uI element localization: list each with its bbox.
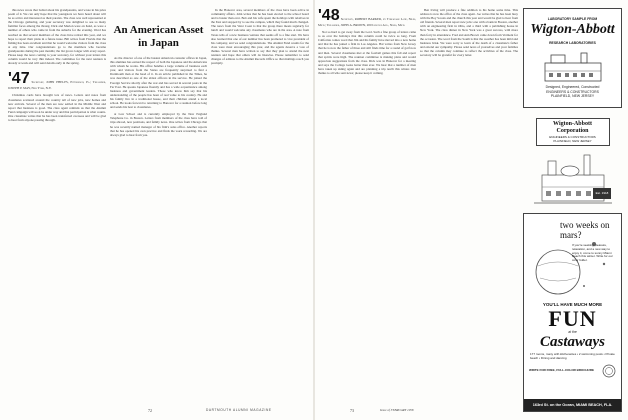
- ad-illustration: [524, 214, 621, 300]
- class-notes-text: Not so hard to get away from the Lord. Such a fine group of letters came to us over the holidays that this column could be twice as long. From California comes word that Jim and his family have moved into a new home and that he has joined a firm in Los Angeles. Hal writes from New Jersey that he is now the father of three and still finds time for a round of golf now and then. Several classmates met at the football games this fall and report that spirits were high. The reunion committee is making plans and would appreciate suggestions from the class. Dick was in Hanover for a meeting and says the College looks better than ever. We hear that a number of men have taken up skiing again and are planning a trip north this winter. Our thanks to all who sent news; please keep it coming.: [318, 30, 416, 76]
- ad-features: 177 rooms, many with kitchenettes • 2 swimming pools • Private beach • Dining and dancing: [530, 351, 615, 360]
- ad-address-bar: 163rd St. on the Ocean, MIAMI BEACH, FLA.: [524, 399, 621, 411]
- page-gutter: [313, 0, 315, 420]
- castaways-ad: [523, 213, 622, 412]
- laboratory-building-icon: [543, 49, 603, 83]
- ad-at-the: at the: [568, 329, 577, 334]
- class-notes-text: Ben Irving will produce a fine addition to his home some time. This address is now the office of the class agent. Joe writes that he has been busy with the Boy Scouts and the church this year and would be glad to hear from old friends. Several men report new jobs: one with a bank in Boston, another with an engineering firm in Ohio, and a third with a publishing house in New York. The class dinner in New York was a great success, with more than forty in attendance. Fred and Ann Brown came down from Vermont for the occasion. The word from the South is that the weather has been mild and business brisk. We were sorry to learn of the death of a classmate's father and extend our sympathy. Please send news of yourselves and your families so that the column may continue to reflect the activities of the class. The secretary will be grateful for every letter.: [420, 8, 518, 58]
- left-column-1: [8, 8, 106, 403]
- ad-brand: Castaways: [539, 333, 605, 350]
- left-column-3: [211, 8, 309, 403]
- class-notes-text: In the Hanover area, several members of the class have been active in community affairs. John writes that he has been elected to the school board and is busier than ever. Bob and his wife spent the holidays with relatives in the East and stopped by to see the campus, which they found much changed. The news from the West Coast is that the group there meets regularly for lunch and would welcome any classmates who are in the area. A note from Texas tells of a new business venture that seems off to a fine start. We have also learned that one of our number has been promoted to vice president of his company, and we send congratulations. The Alumni Fund results for the class were most encouraging this year, and the agents deserve a vote of thanks. Several men have written to say that they plan to attend the next reunion and hope that others will do likewise. Please remember to send changes of address to the Alumni Records Office so that mailings reach you promptly.: [211, 8, 309, 66]
- right-column-1: [318, 8, 416, 403]
- ad-brochure-row: [524, 362, 621, 380]
- ad-body: If you're seeking pleasure, relaxation, and a new way to enjoy it, come to sunny Miami Beach this winter. Write for our color folder.: [572, 243, 613, 263]
- ad-brand: Wigton-Abbott Corporation: [553, 121, 592, 134]
- class-year: '47: [8, 70, 30, 88]
- page-number-left: 72: [148, 408, 152, 413]
- running-footer-left: DARTMOUTH ALUMNI MAGAZINE: [206, 408, 272, 412]
- class-year: '48: [318, 8, 340, 24]
- ad-line: RESEARCH LABORATORIES: [549, 41, 596, 46]
- ad-brand: Wigton-Abbott: [530, 22, 615, 38]
- ad-line: PLAINFIELD, NEW JERSEY: [553, 139, 592, 144]
- ad-eyebrow: LABORATORY SAMPLE FROM: [547, 17, 598, 21]
- right-column-2: [420, 8, 518, 403]
- class-heading-47: [8, 71, 106, 90]
- ad-line: Designed, Engineered, Constructed: [545, 85, 600, 90]
- ad-write-line: WRITE FOR FREE, FULL-COLOR BROCHURE: [529, 368, 594, 373]
- ad-line: PLAINFIELD, NEW JERSEY: [550, 93, 595, 98]
- class-secretary: Secretary, JOHN PHELPS, Pittsburgh, Pa.; Treasurer, JOSEPH P. MAY, New York, N.Y.: [8, 80, 106, 91]
- left-column-2: [110, 8, 207, 403]
- wigton-abbott-corp-ad: [523, 112, 622, 210]
- running-footer-right: Issue of FEBRUARY 1958: [380, 408, 414, 412]
- article-text: As the director of one of the busiest American consular offices in Japan, this alumnus has earned the respect of both the Japanese and the Americans with whom he works. His office handles a large volume of business each year, and visitors from the States are frequently surprised to find a Dartmouth man at the head of it. In an article published in the Times, he was described as one of the ablest officers in the service. He joined the Foreign Service shortly after the war and has served in several posts in the Far East. He speaks Japanese fluently and has a wide acquaintance among business and government leaders. Those who know him say that his understanding of the people has been of real value to his country. He and his family live in a traditional house, and their children attend a local school. He looks forward to returning to Hanover for a reunion before long and sends his best to classmates.: [110, 56, 207, 110]
- page-number-right: 73: [350, 408, 354, 413]
- class-secretary: Secretary, ROBERT BARKER, by Tomahawk Lane, Niles, Mich.; Treasurer, JOHN A. BROWN, 200 Lincoln Ave., Niles, Mich.: [318, 17, 416, 27]
- ad-line: ENGINEERS & CONSTRUCTORS: [549, 135, 596, 139]
- class-notes-text: Christmas cards have brought lots of news. Letters and notes from classmates scattered around the country tell of new jobs, new homes and new arrivals. Several of the men are now settled in the Middle West and report that business is good. The class agent reminds us that the Alumni Fund campaign will soon be under way and that participation is what counts. One classmate writes that he has been transferred overseas and will be glad to hear from anyone passing through.: [8, 93, 106, 122]
- ad-line: ENGINEERS & CONSTRUCTORS: [546, 89, 599, 94]
- wigton-abbott-ad: [523, 8, 622, 108]
- established-badge: Est. 1918: [593, 188, 611, 199]
- ad-tagline: YOU'LL HAVE MUCH MORE: [542, 302, 603, 307]
- ad-fun-word: FUN: [548, 305, 597, 331]
- class-heading-48: [318, 8, 416, 27]
- class-notes-text: at Law School and is currently employed by the New England Telephone Co. in Boston. Letters from members of the class have told of trips abroad, new positions, and family news. One writes from Chicago that he was recently named manager of his firm's sales office. Another reports that he has opened his own practice and finds the work rewarding. We are always glad to hear from you.: [110, 112, 207, 137]
- article-title: An American Asset in Japan: [113, 24, 204, 49]
- ad-nameplate: [536, 118, 610, 146]
- ad-headline: two weeks on mars?: [560, 220, 610, 240]
- seal-icon: [602, 364, 616, 378]
- class-notes-text: this news wrote that ballad about his grandparents, and wrote in his prize poem of it. We can only hope that the youngsters we have heard about will be as active and interested as their parents. The class was well represented at the Chicago gathering, and your secretary was delighted to see so many familiar faces among the throng. Dick and Marion were on hand, as were a number of others who came in from the suburbs for the evening. Word has reached us that several members of the class have retired this year, and we hope to report their plans in a future issue. Bill writes from Florida that the fishing has been excellent and that he would welcome visitors from the class at any time. Our congratulations go to the members who became grandparents during the past months; the list grows longer with every report. Please keep the news coming to your secretary, for without your letters this column would be very thin indeed. The committee for the next reunion is already at work and will send details early in the spring.: [8, 8, 106, 66]
